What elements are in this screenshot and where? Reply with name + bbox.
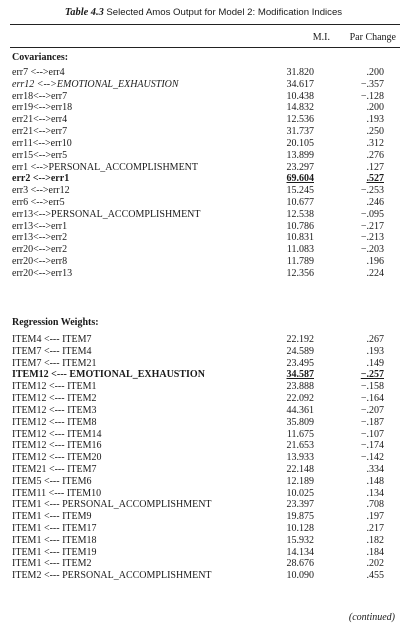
mi-value: 31.820 (286, 67, 314, 78)
table-row (10, 511, 400, 523)
table-row (10, 256, 400, 268)
par-change-value: .708 (366, 499, 384, 511)
mi-value: 22.192 (286, 334, 314, 345)
mi-value: 10.128 (286, 523, 314, 534)
par-change-value: .224 (366, 267, 384, 279)
par-change-value: −.158 (360, 381, 384, 393)
row-label: ITEM12 <--- ITEM3 (12, 404, 97, 416)
regression-weights-heading: Regression Weights: (12, 317, 99, 328)
table-row (10, 440, 400, 452)
par-change-value: −.142 (360, 452, 384, 464)
table-row (10, 429, 400, 441)
par-change-value: −.203 (360, 244, 384, 256)
par-change-value: −.164 (360, 393, 384, 405)
par-change-column-header: Par Change (349, 32, 396, 43)
par-change-value: .149 (366, 357, 384, 369)
table-row (10, 334, 400, 346)
row-label: err3 <-->err12 (12, 185, 70, 197)
par-change-value: −.187 (360, 416, 384, 428)
mi-value: 28.676 (286, 558, 314, 570)
mi-value: 12.538 (286, 208, 314, 220)
row-label: err13<-->err2 (12, 232, 68, 244)
row-label: ITEM11 <--- ITEM10 (12, 487, 102, 499)
mi-value: 21.653 (286, 440, 314, 452)
regression-weights-table (10, 334, 400, 582)
table-number: Table 4.3 (64, 7, 104, 18)
row-label: ITEM12 <--- ITEM16 (12, 440, 102, 452)
mi-value: 14.134 (286, 546, 314, 558)
row-label: err21<-->err7 (12, 126, 68, 138)
table-row (10, 67, 400, 79)
row-label: err18<-->err7 (12, 90, 68, 102)
table-row (10, 523, 400, 535)
row-label: err20<-->err8 (12, 256, 68, 267)
par-change-value: −.357 (360, 78, 384, 90)
row-label: ITEM7 <--- ITEM21 (12, 357, 97, 369)
header-rule (10, 47, 400, 48)
table-row (10, 150, 400, 162)
mi-value: 11.675 (286, 428, 314, 440)
mi-value: 20.105 (286, 137, 314, 149)
par-change-value: −.217 (360, 220, 384, 232)
table-row (10, 346, 400, 358)
table-row (10, 547, 400, 559)
par-change-value: .127 (366, 161, 384, 173)
row-label: err7 <-->err4 (12, 67, 65, 78)
row-label: ITEM1 <--- ITEM9 (12, 511, 92, 523)
mi-value: 10.831 (286, 232, 314, 244)
par-change-value: .334 (366, 463, 384, 475)
table-row (10, 209, 400, 221)
row-label: ITEM5 <--- ITEM6 (12, 475, 92, 487)
mi-value: 10.677 (286, 196, 314, 208)
mi-value: 23.297 (286, 161, 314, 173)
par-change-value: .184 (366, 546, 384, 558)
mi-value: 23.397 (286, 499, 314, 511)
row-label: ITEM21 <--- ITEM7 (12, 463, 97, 475)
row-label: err19<-->err18 (12, 102, 73, 114)
row-label: ITEM2 <--- PERSONAL_ACCOMPLISHMENT (12, 570, 212, 582)
row-label: ITEM7 <--- ITEM4 (12, 345, 92, 357)
table-row (10, 499, 400, 511)
row-label: ITEM12 <--- ITEM14 (12, 428, 102, 440)
covariances-heading: Covariances: (12, 52, 69, 63)
table-row (10, 476, 400, 488)
mi-value: 13.899 (286, 149, 314, 161)
row-label: ITEM1 <--- ITEM2 (12, 558, 92, 570)
table-row (10, 393, 400, 405)
par-change-value: −.213 (360, 232, 384, 244)
mi-value: 35.809 (286, 416, 314, 428)
table-row (10, 405, 400, 417)
row-label: err15<-->err5 (12, 149, 68, 161)
covariances-table (10, 67, 400, 280)
mi-value: 10.090 (286, 570, 314, 582)
table-row (10, 173, 400, 185)
mi-value: 14.832 (286, 102, 314, 114)
mi-value: 10.786 (286, 220, 314, 232)
par-change-value: −.257 (360, 369, 384, 381)
row-label: ITEM12 <--- ITEM20 (12, 452, 102, 464)
mi-value: 12.536 (286, 114, 314, 126)
par-change-value: .246 (366, 196, 384, 208)
mi-value: 34.617 (286, 78, 314, 90)
par-change-value: −.174 (360, 440, 384, 452)
par-change-value: .312 (366, 137, 384, 149)
row-label: err11<-->err10 (12, 137, 72, 149)
mi-value: 31.737 (286, 126, 314, 138)
row-label: err13<-->err1 (12, 220, 68, 232)
row-label: err13<-->PERSONAL_ACCOMPLISHMENT (12, 208, 201, 220)
par-change-value: .527 (366, 173, 384, 185)
table-caption (0, 7, 407, 18)
mi-value: 15.932 (286, 534, 314, 546)
table-row (10, 197, 400, 209)
mi-value: 13.933 (286, 452, 314, 464)
table-row (10, 488, 400, 500)
top-rule (10, 24, 400, 25)
table-row (10, 126, 400, 138)
row-label: ITEM1 <--- ITEM17 (12, 523, 97, 534)
table-row (10, 558, 400, 570)
row-label: ITEM12 <--- EMOTIONAL_EXHAUSTION (12, 369, 205, 381)
continued-note: (continued) (348, 612, 395, 623)
row-label: ITEM1 <--- PERSONAL_ACCOMPLISHMENT (12, 499, 212, 511)
row-label: err2 <-->err1 (12, 173, 70, 185)
mi-value: 11.789 (286, 256, 314, 267)
row-label: err21<-->err4 (12, 114, 68, 126)
par-change-value: .217 (366, 523, 384, 534)
row-label: ITEM4 <--- ITEM7 (12, 334, 92, 345)
table-row (10, 452, 400, 464)
row-label: ITEM12 <--- ITEM1 (12, 381, 97, 393)
table-row (10, 358, 400, 370)
table-row (10, 268, 400, 280)
row-label: ITEM1 <--- ITEM19 (12, 546, 97, 558)
table-row (10, 535, 400, 547)
par-change-value: .250 (366, 126, 384, 138)
table-title: Selected Amos Output for Model 2: Modification Indices (106, 7, 343, 18)
par-change-value: .267 (366, 334, 384, 345)
table-row (10, 570, 400, 582)
mi-value: 34.587 (286, 369, 314, 381)
table-row (10, 102, 400, 114)
par-change-value: .148 (366, 475, 384, 487)
row-label: err12 <-->EMOTIONAL_EXHAUSTION (12, 78, 179, 90)
par-change-value: −.253 (360, 185, 384, 197)
table-row (10, 185, 400, 197)
table-row (10, 138, 400, 150)
mi-value: 19.875 (286, 511, 314, 523)
table-row (10, 232, 400, 244)
table-row (10, 417, 400, 429)
table-row (10, 79, 400, 91)
mi-value: 23.888 (286, 381, 314, 393)
mi-value: 10.438 (286, 90, 314, 102)
mi-value: 12.356 (286, 267, 314, 279)
mi-value: 22.092 (286, 393, 314, 405)
par-change-value: .193 (366, 345, 384, 357)
mi-value: 22.148 (286, 463, 314, 475)
table-row (10, 369, 400, 381)
mi-value: 10.025 (286, 487, 314, 499)
par-change-value: .197 (366, 511, 384, 523)
par-change-value: −.095 (360, 208, 384, 220)
par-change-value: .193 (366, 114, 384, 126)
table-row (10, 114, 400, 126)
table-row (10, 381, 400, 393)
table-row (10, 464, 400, 476)
par-change-value: .455 (366, 570, 384, 582)
mi-value: 12.189 (286, 475, 314, 487)
par-change-value: .200 (366, 102, 384, 114)
table-row (10, 244, 400, 256)
mi-value: 15.245 (286, 185, 314, 197)
par-change-value: .134 (366, 487, 384, 499)
par-change-value: −.128 (360, 90, 384, 102)
table-row (10, 162, 400, 174)
table-row (10, 91, 400, 103)
mi-value: 24.589 (286, 345, 314, 357)
mi-value: 11.083 (286, 244, 314, 256)
par-change-value: .200 (366, 67, 384, 78)
row-label: err20<-->err2 (12, 244, 68, 256)
par-change-value: .182 (366, 534, 384, 546)
par-change-value: .276 (366, 149, 384, 161)
mi-value: 69.604 (286, 173, 314, 185)
row-label: err1 <-->PERSONAL_ACCOMPLISHMENT (12, 161, 199, 173)
mi-column-header: M.I. (312, 32, 330, 43)
row-label: ITEM1 <--- ITEM18 (12, 534, 97, 546)
par-change-value: −.207 (360, 404, 384, 416)
par-change-value: −.107 (360, 428, 384, 440)
mi-value: 23.495 (286, 357, 314, 369)
row-label: err20<-->err13 (12, 267, 73, 279)
row-label: err6 <-->err5 (12, 196, 65, 208)
row-label: ITEM12 <--- ITEM8 (12, 416, 97, 428)
par-change-value: .196 (366, 256, 384, 267)
row-label: ITEM12 <--- ITEM2 (12, 393, 97, 405)
table-row (10, 221, 400, 233)
mi-value: 44.361 (286, 404, 314, 416)
par-change-value: .202 (366, 558, 384, 570)
